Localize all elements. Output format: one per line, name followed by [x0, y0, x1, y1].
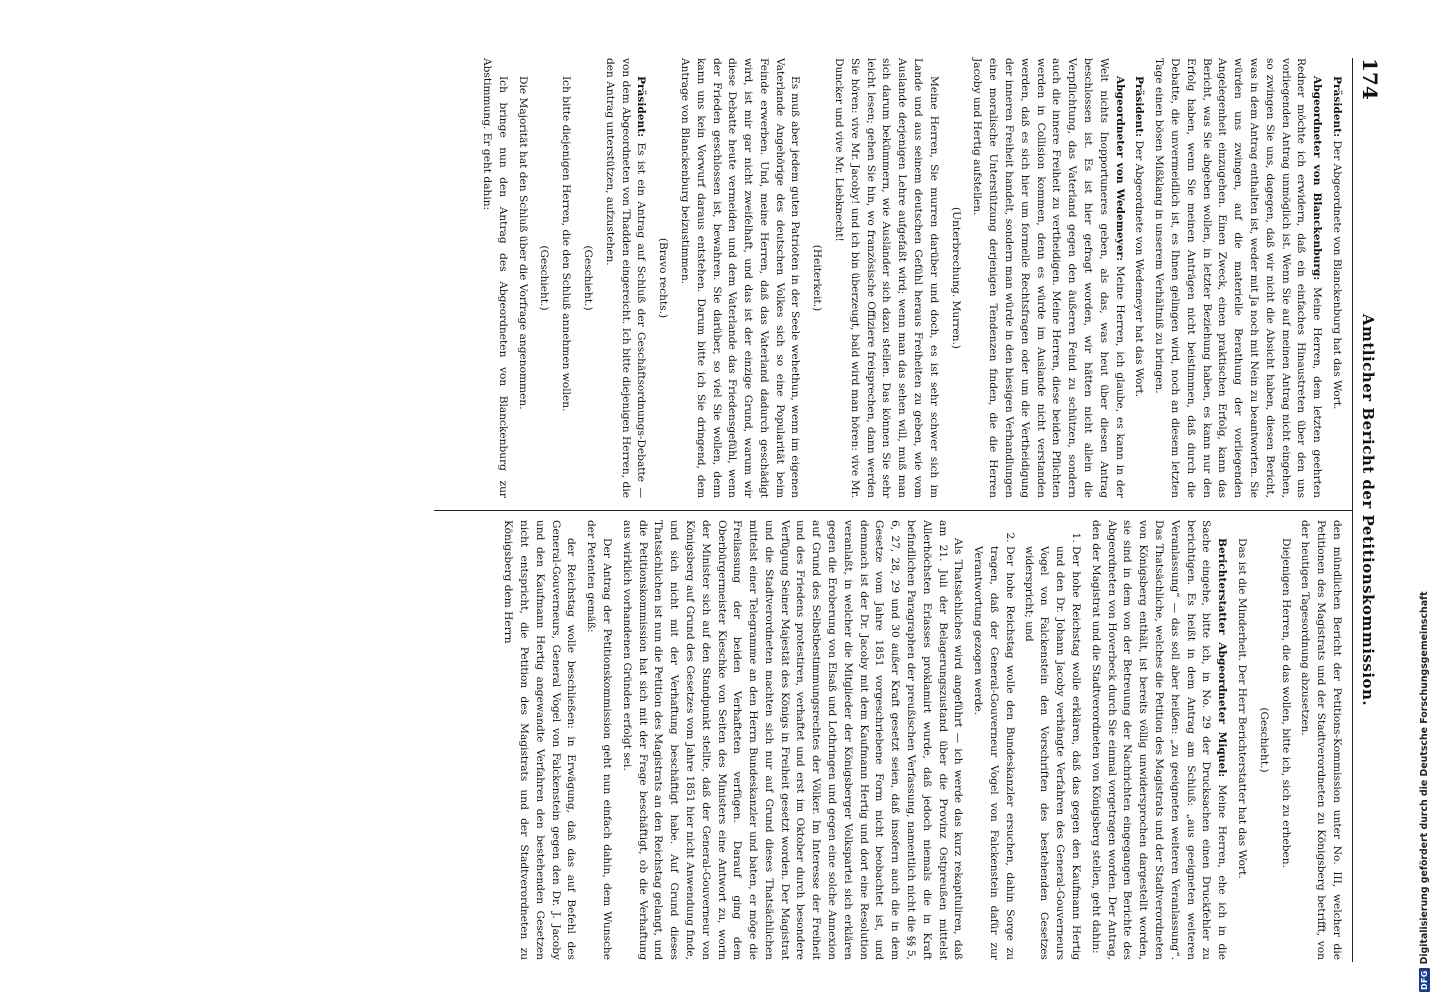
- speech-paragraph: [1087, 520, 1229, 960]
- speaker-name: Präsident:: [635, 76, 648, 138]
- running-head: Amtlicher Bericht der Petitionskommission.: [1359, 313, 1377, 707]
- document-page: [16, 12, 1416, 988]
- dfg-logo: DFG: [1420, 970, 1429, 990]
- speech-paragraph: [1328, 58, 1344, 498]
- speech-paragraph: [1131, 58, 1147, 498]
- footer-content: [1419, 591, 1430, 992]
- speech-text: Es ist ein Antrag auf Schluß der Geschäftsordnungs-Debatte — von dem Abgeordneten von Thadden eingereicht. Ich bitte diejenigen Herren, die den Antrag unterstützen, aufzustehen.: [603, 58, 648, 499]
- column-divider: [434, 510, 1352, 511]
- paragraph: Diejenigen Herren, die das wollen, bitte ich, sich zu erheben.: [1279, 538, 1292, 868]
- stage-direction: (Geschieht.): [581, 245, 594, 311]
- left-column: [474, 58, 1344, 498]
- paragraph: Es muß aber jedem guten Patrioten in der Seele wehethun, wenn im eigenen Vaterlande Angehörige des deutschen Volkes sich so eine Popularität beim Feinde erwerben. Und, meine Herren, daß das Vaterland dadurch geschädigt wird, ist mir gar nicht zweifelhaft, und das ist der einzige Grund, warum wir diese Debatte heute vermeiden und dem Vaterlande das Friedensgefühl, wenn der Frieden geschlossen ist, bewahren. Sie darüber, so viel Sie wollen, denn kann uns kein Vorwurf daraus entstehen. Darum bitte ich Sie dringend, dem Antrage von Blanckenburg beizustimmen.: [678, 58, 802, 498]
- paragraph: Der Antrag der Petitionskommission geht nun einfach dahin, dem Wunsche der Petenten gemäß:: [585, 520, 613, 960]
- speaker-name: Abgeordneter von Blanckenburg:: [1311, 76, 1324, 281]
- stage-direction: (Bravo rechts.): [657, 237, 670, 319]
- digitization-footer: [1416, 0, 1432, 1000]
- paragraph: Ich bitte diejenigen Herren, die den Schluß annehmen wollen.: [560, 76, 573, 412]
- speaker-name: Abgeordneter von Wedemeyer:: [1113, 76, 1126, 262]
- numbered-list: [969, 520, 1083, 960]
- page-number: 174: [1358, 58, 1382, 100]
- speech-paragraph: [969, 58, 1127, 498]
- stage-direction: (Heiterkeit.): [811, 244, 824, 312]
- paragraph: Die Majorität hat den Schluß über die Vorfrage angenommen.: [516, 76, 529, 410]
- page-header: [1352, 58, 1382, 962]
- speaker-name: Präsident:: [1331, 76, 1343, 138]
- speech-text: Meine Herren, ehe ich in die Sache eingehe, bitte ich, in No. 29 der Drucksachen einen Druckfehler zu berichtigen. Es heißt in dem Antrag am Schluß: „aus geeigneten weiteren Veranlassung“ — das soll aber heißen: „zu geeigneten weiteren Veranlassung“. Das Thatsächliche, welches die Petition des Magistrats und der Stadtverordneten von Königsberg enthält, ist bereits völlig unwidersprochen dargestellt worden, sie sind in dem von der Betreuung der Nachrichten eingegangen Berichte des Abgeordneten von Hoverbeck durch Sie einmal vorgetragen worden. Der Antrag, den der Magistrat und die Stadtverordneten von Königsberg stellen, geht dahin:: [1089, 520, 1229, 960]
- stage-direction: (Geschieht.): [1257, 707, 1270, 773]
- speech-text: Der Abgeordnete von Blanckenburg hat das Wort.: [1331, 140, 1343, 410]
- rotated-page-content: [16, 12, 1416, 988]
- paragraph: Das ist die Minderheit. Der Herr Berichterstatter hat das Wort.: [1236, 538, 1249, 879]
- speaker-name: Berichterstatter Abgeordneter Miquel:: [1216, 538, 1229, 778]
- text-columns: [474, 58, 1344, 962]
- paragraph: Als Thatsächliches wird angeführt — ich werde das kurz rekapituliren, daß am 21. Juli der Belagerungszustand über die Provinz Ostpreußen mittelst Allerhöchsten Erlasses proklamirt wurde, daß jedoch niemals die in Kraft befindlichen Paragraphen der preußischen Verfassung, namentlich nicht die §§ 5, 6, 27, 28, 29 und 30 außer Kraft gesetzt seien, daß insofern auch die in dem Gesetze vom Jahre 1851 vorgeschriebene Form nicht beobachtet ist, und demnach ist der Dr. Jacoby mit dem Kaufmann Hertig und dort eine Resolution veranlaßt, in welcher die Mitglieder der Königsberger Volkspartei sich erklären gegen die Eroberung von Elsaß und Lothringen und gegen eine solche Annexion auf Grund des Selbstbestimmungsrechtes der Völker. Im Interesse der Freiheit und des Friedens protestiren, verhaftet und erst im Oktober durch besondere Verfügung Seiner Majestät des Königs in Freiheit gesetzt worden. Der Magistrat und die Stadtverordneten machten sich nur auf Grund dieses Thatsächlichen mittelst einer Telegramme an den Herrn Bundeskanzler und baten, er möge die Freilassung der beiden Verhafteten verfügen. Darauf ging dem Oberbürgermeister Kieschke von Seiten des Ministers eine Antwort zu, worin der Minister sich auf den Standpunkt stellte, daß der General-Gouverneur von Königsberg auf Grund des Gesetzes vom Jahre 1851 hier nicht Anwendung finde, und sich nicht mit der Verhaftung beschäftigt habe. Auf Grund dieses Thatsächlichen ist nun die Petition des Magistrats an den Reichstag gelangt, und die Petitionskommission hat sich mit der Frage beschäftigt, ob die Verhaftung aus wirklich vorhandenen Gründen erfolgt sei.: [620, 520, 965, 960]
- stage-direction: (Geschieht.): [538, 245, 551, 311]
- speech-paragraph: [601, 58, 648, 498]
- speech-paragraph: [1150, 58, 1324, 498]
- speech-text: Meine Herren, ich glaube, es kann in der Welt nichts Inopportuneres geben, als das, was heut über diesen Antrag beschlossen ist. Es ist hier gefragt worden, wir hätten nicht allein die Verpflichtung, das Vaterland gegen den äußeren Feind zu schützen, sondern auch die innere Freiheit zu vertheidigen. Meine Herren, diese beiden Pflichten werden in Collision kommen, denn es würde im Auslande nicht verstanden werden, daß es sich hier um formelle Rechtsfragen oder um die Vertheidigung der inneren Freiheit handelt, sondern man würde in den hiesigen Verhandlungen eine moralische Unterstützung derjenigen Tendenzen finden, die die Herren Jacoby und Hertig aufstellen.: [971, 58, 1126, 498]
- paragraph: Meine Herren, Sie murren darüber und doch, es ist sehr schwer sich im Lande und aus seinem deutschen Gefühl heraus Freiheiten zu geben, wie vom Auslande derjenigen Lehre aufgefaßt wird; wenn man das sehen will, muß man sich darum bekümmern, wie Ausländer sich dazu stellen. Das können Sie sehr leicht lesen; gehen Sie hin, wo französische Offiziere freisprechen, dann werden Sie hören: vive Mr. Jacoby! und ich bin überzeugt, bald wird man hören: vive Mr. Duncker und vive Mr. Liebknecht!: [833, 58, 940, 498]
- stage-direction: (Unterbrechung. Murren.): [949, 207, 962, 349]
- list-item: 1. Der hohe Reichstag wolle erklären, daß das gegen den Kaufmann Hertig und den Dr. Johann Jacoby verhängte Verfahren des General-Gouverneurs Vogel von Falckenstein den Vorschriften des bestehenden Gesetzes widerspricht; und: [1020, 546, 1083, 960]
- speech-text: Meine Herren, dem letzten geehrten Redner möchte ich erwidern, daß ein einfaches Hinaustreten über den uns vorliegenden Antrag unmöglich ist. Wenn Sie auf meinen Antrag nicht eingehen, so zwingen Sie uns, dagegen, daß wir nicht die Absicht haben, diesen Bericht, was in dem Antrag enthalten ist, weder mit Ja noch mit Nein zu beantworten. Sie würden uns zwingen, auf die materielle Berathung der vorliegenden Angelegenheit einzugehen. Einen Zweck, einen praktischen Erfolg, kann das Bericht, was Sie abgeben wollen, in letzter Beziehung haben, es kann nur den Erfolg haben, wenn Sie meinen Anträgen nicht beistimmen, daß durch die Debatte, die unvermeidlich ist, es Ihnen gelingen wird, noch an diesem letzten Tage einen bösen Mißklang in unserem Verhältniß zu bringen.: [1153, 58, 1324, 499]
- paragraph: Ich bringe nun den Antrag des Abgeordneten von Blanckenburg zur Abstimmung. Er geht dahin:: [480, 58, 509, 498]
- footer-text: Digitalisierung gefördert durch die Deutsche Forschungsgemeinschaft: [1419, 591, 1430, 965]
- paragraph: der Reichstag wolle beschließen: in Erwägung, daß das auf Befehl des General-Gouverneurs, General Vogel von Falckenstein gegen den Dr. J. Jacoby und den Kaufmann Hertig angewandte Verfahren den bestehenden Gesetzen nicht entspricht, die Petition des Magistrats und der Stadtverordneten zu Königsberg dem Herrn: [502, 520, 578, 960]
- speaker-name: Präsident:: [1133, 76, 1146, 138]
- list-item: 2. Der hohe Reichstag wolle den Bundeskanzler ersuchen, dahin Sorge zu tragen, daß der General-Gouverneur Vogel von Falckenstein dafür zur Verantwortung gezogen werde.: [969, 546, 1016, 960]
- right-column: [474, 520, 1344, 960]
- paragraph: den mündlichen Bericht der Petitions-Kommission unter No. III, welcher die Petitionen des Magistrats und der Stadtverordneten zu Königsberg betrifft, von der heutigen Tagesordnung abzusetzen.: [1299, 520, 1343, 960]
- speech-text: Der Abgeordnete von Wedemeyer hat das Wort.: [1133, 140, 1146, 398]
